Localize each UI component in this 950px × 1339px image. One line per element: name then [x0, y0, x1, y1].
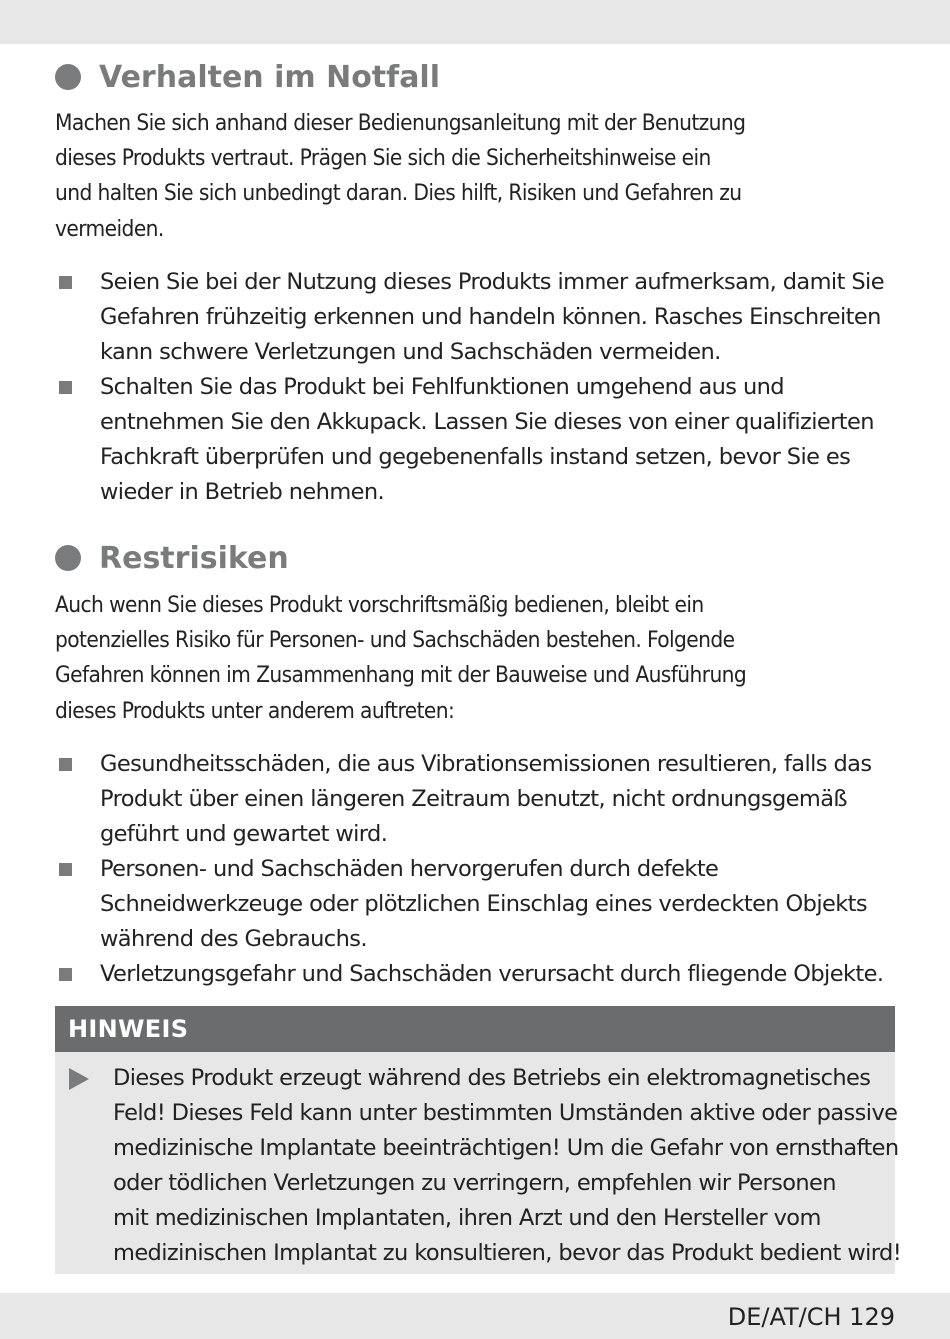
text-line: entnehmen Sie den Akkupack. Lassen Sie dieses von einer qualifizierten — [100, 409, 874, 435]
bullet-list — [55, 747, 915, 992]
text-line: potenzielles Risiko für Personen- und Sachschäden bestehen. Folgende — [55, 627, 735, 654]
section-intro — [55, 106, 895, 247]
square-bullet-icon — [59, 968, 72, 981]
text-line: Gesundheitsschäden, die aus Vibrationsemissionen resultieren, falls das — [100, 751, 872, 777]
section-title: Restrisiken — [99, 540, 289, 576]
section-heading-notfall — [55, 57, 440, 97]
text-line: Dieses Produkt erzeugt während des Betriebs ein elektromagnetisches — [113, 1065, 871, 1091]
list-item — [55, 370, 915, 510]
text-line: Auch wenn Sie dieses Produkt vorschriftsmäßig bedienen, bleibt ein — [55, 592, 704, 618]
top-band — [0, 0, 950, 44]
square-bullet-icon — [59, 381, 72, 394]
list-item — [55, 852, 915, 957]
text-line: Schneidwerkzeuge oder plötzlichen Einschlag eines verdeckten Objekts — [100, 891, 867, 917]
section-intro — [55, 588, 895, 729]
circle-bullet-icon — [55, 64, 81, 90]
text-line: geführt und gewartet wird. — [100, 821, 388, 847]
section-heading-restrisiken — [55, 538, 289, 578]
bullet-list — [55, 265, 915, 510]
text-line: und halten Sie sich unbedingt daran. Dies hilft, Risiken und Gefahren zu — [55, 180, 742, 207]
text-line: Machen Sie sich anhand dieser Bedienungsanleitung mit der Benutzung — [55, 110, 746, 136]
text-line: Schalten Sie das Produkt bei Fehlfunktionen umgehend aus und — [100, 374, 784, 400]
square-bullet-icon — [59, 863, 72, 876]
note-header — [55, 1006, 895, 1052]
text-line: medizinische Implantate beeinträchtigen! Um die Gefahr von ernsthaften — [113, 1135, 899, 1161]
list-item — [55, 265, 915, 370]
text-line: Personen- und Sachschäden hervorgerufen durch defekte — [100, 856, 719, 882]
note-box — [55, 1006, 902, 1274]
note-body — [113, 1061, 902, 1271]
text-line: Gefahren frühzeitig erkennen und handeln können. Rasches Einschreiten — [100, 304, 881, 330]
text-line: wieder in Betrieb nehmen. — [100, 479, 385, 505]
list-item — [55, 957, 915, 992]
text-line: Verletzungsgefahr und Sachschäden verursacht durch fliegende Objekte. — [100, 961, 884, 987]
text-line: mit medizinischen Implantaten, ihren Arzt und den Hersteller vom — [113, 1205, 821, 1231]
text-line: dieses Produkts vertraut. Prägen Sie sich die Sicherheitshinweise ein — [55, 145, 711, 172]
text-line: während des Gebrauchs. — [100, 926, 367, 952]
triangle-arrow-icon — [69, 1068, 89, 1090]
section-title: Verhalten im Notfall — [99, 59, 441, 95]
text-line: Feld! Dieses Feld kann unter bestimmten Umständen aktive oder passive — [113, 1100, 898, 1126]
page-number: DE/AT/CH 129 — [727, 1303, 895, 1331]
text-line: Produkt über einen längeren Zeitraum benutzt, nicht ordnungsgemäß — [100, 786, 847, 812]
text-line: vermeiden. — [55, 215, 164, 242]
note-title: HINWEIS — [68, 1015, 189, 1043]
text-line: oder tödlichen Verletzungen zu verringern, empfehlen wir Personen — [113, 1170, 836, 1196]
circle-bullet-icon — [55, 545, 81, 571]
square-bullet-icon — [59, 276, 72, 289]
square-bullet-icon — [59, 758, 72, 771]
text-line: kann schwere Verletzungen und Sachschäden vermeiden. — [100, 339, 721, 365]
text-line: Gefahren können im Zusammenhang mit der Bauweise und Ausführung — [55, 662, 747, 689]
text-line: dieses Produkts unter anderem auftreten: — [55, 697, 455, 724]
text-line: Fachkraft überprüfen und gegebenenfalls instand setzen, bevor Sie es — [100, 444, 851, 470]
text-line: Seien Sie bei der Nutzung dieses Produkts immer aufmerksam, damit Sie — [100, 269, 884, 295]
text-line: medizinischen Implantat zu konsultieren, bevor das Produkt bedient wird! — [113, 1240, 902, 1266]
list-item — [55, 747, 915, 852]
